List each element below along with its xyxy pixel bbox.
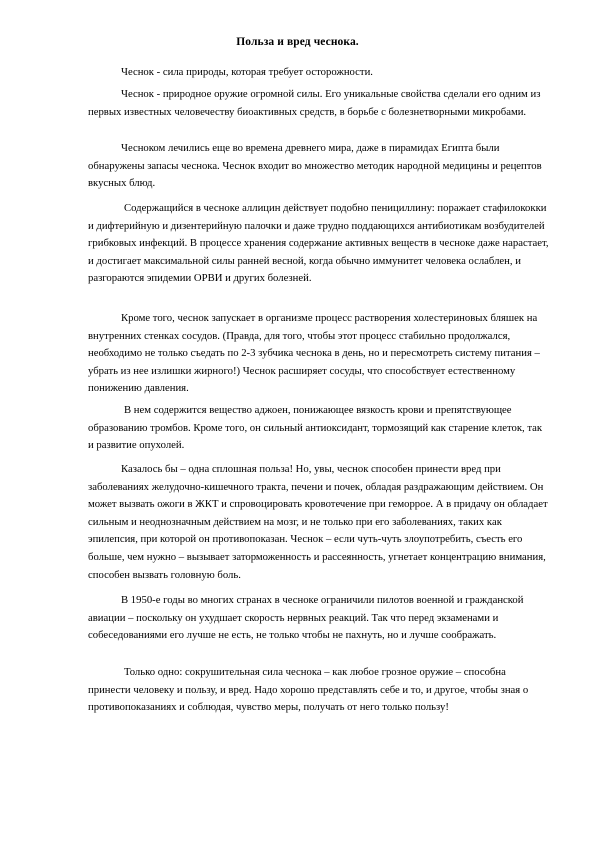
paragraph-1: Чеснок - сила природы, которая требует осторожности. [121, 66, 373, 78]
paragraph-5: Кроме того, чеснок запускает в организме процесс растворения холестериновых бляшек на внутренних стенках сосудов. (Правда, для того, чтобы этот процесс стабильно продолжался, необходимо не только съедать по 2-3 зубчика чеснока в день, но и пересмотреть систему питания – убрать из нее излишки жирного!) Чеснок расширяет сосуды, что способствует естественному понижению давления. [88, 312, 540, 395]
paragraph-4: Содержащийся в чесноке аллицин действует подобно пенициллину: поражает стафилококки и дифтерийную и дизентерийную палочки и даже трудно поддающихся антибиотикам возбудителей грибковых инфекций. В процессе хранения содержание активных веществ в чесноке даже нарастает, и достигает максимальной силы ранней весной, когда обычно иммунитет человека ослаблен, и разгораются эпидемии ОРВИ и других болезней. [88, 202, 549, 285]
paragraph-2: Чеснок - природное оружие огромной силы. Его уникальные свойства сделали его одним из первых известных человечеству биоактивных средств, в борьбе с болезнетворными микробами. [88, 88, 541, 118]
paragraph-7: Казалось бы – одна сплошная польза! Но, увы, чеснок способен принести вред при заболеваниях желудочно-кишечного тракта, печени и почек, обладая раздражающим действием. Он может вызвать ожоги в ЖКТ и спровоцировать кровотечение при геморрое. А в придачу он обладает сильным и неоднозначным действием на мозг, и не только при его заболеваниях, таких как эпилепсия, при которой он противопоказан. Чеснок – если чуть-чуть злоупотребить, съесть его больше, чем нужно – вызывает заторможенность и рассеянность, угнетает концентрацию внимания, способен вызвать головную боль. [88, 463, 548, 581]
document-title: Польза и вред чеснока. [236, 36, 359, 48]
paragraph-6: В нем содержится вещество аджоен, понижающее вязкость крови и препятствующее образованию тромбов. Кроме того, он сильный антиоксидант, тормозящий как старение клеток, так и развитие опухолей. [88, 404, 543, 452]
paragraph-3: Чесноком лечились еще во времена древнего мира, даже в пирамидах Египта были обнаружены запасы чеснока. Чеснок входит во множество методик народной медицины и рецептов вкусных блюд. [88, 142, 542, 190]
paragraph-8: В 1950-е годы во многих странах в чесноке ограничили пилотов военной и гражданской авиации – поскольку он ухудшает скорость нервных реакций. Так что перед экзаменами и собеседованиями его лучше не есть, не только чтобы не пахнуть, но и лучше соображать. [88, 594, 524, 642]
paragraph-9: Только одно: сокрушительная сила чеснока – как любое грозное оружие – способна принести человеку и пользу, и вред. Надо хорошо представлять себе и то, и другое, чтобы зная о противопоказаниях и соблюдая, чувство меры, получать от него только пользу! [88, 666, 529, 714]
